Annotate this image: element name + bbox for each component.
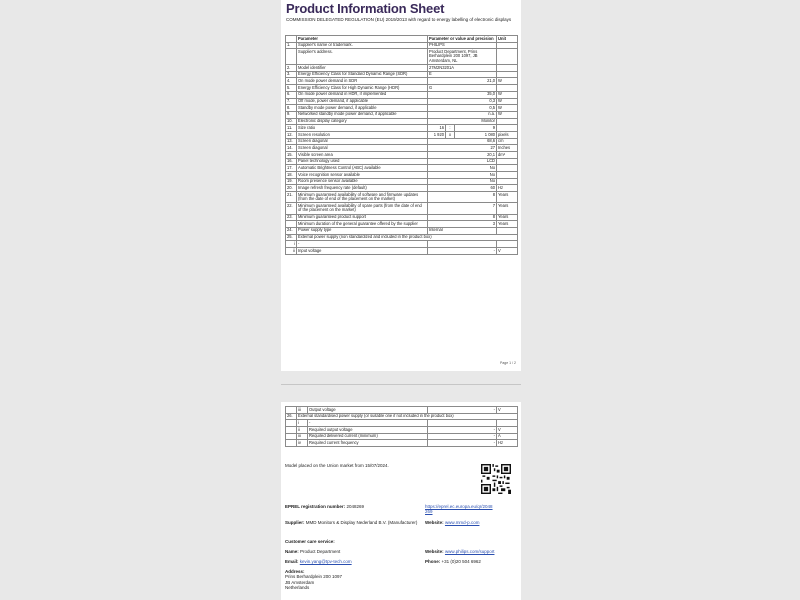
info-sheet-page-2 <box>281 402 521 600</box>
supplier-website-label: Website: <box>425 520 444 525</box>
table-row: 8. Standby mode power demand, if applicable 0,5 W <box>286 105 518 112</box>
table-row: i - <box>286 420 518 427</box>
supplier-label: Supplier: <box>285 520 305 525</box>
table-row: 4. On mode power demand in SDR 21,0 W <box>286 78 518 85</box>
table-row: 6. On mode power demand in HDR, if implemented 35,0 W <box>286 91 518 98</box>
name-label: Name: <box>285 549 299 554</box>
table-row: 22. Minimum guaranteed availability of spare parts (from the date of end of the placement on the market) 7 Years <box>286 203 518 214</box>
table-row: 5. Energy Efficiency Class for High Dynamic Range (HDR) G <box>286 85 518 92</box>
eprel-block <box>285 504 517 515</box>
eprel-number: 2048269 <box>346 504 364 509</box>
supplier-name: MMD Monitors & Display Nederland B.V. (Manufacturer) <box>305 520 418 525</box>
table-row: 7. Off mode, power demand, if applicable 0,3 W <box>286 98 518 105</box>
header-parameter: Parameter <box>297 36 428 43</box>
header-value: Parameter or value and precision <box>428 36 497 43</box>
phone-value: +31 (0)20 504 6962 <box>441 559 481 564</box>
address-label: Address: <box>285 569 305 574</box>
address-block <box>285 569 517 590</box>
supplier-website-link[interactable]: www.mmd-p.com <box>444 520 480 525</box>
table-row: 9. Networked standby mode power demand, if applicable n.a. W <box>286 111 518 118</box>
table-row: 3. Energy Efficiency Class for Standard Dynamic Range (SDR) E <box>286 71 518 78</box>
table-row: 1. Supplier's name or trademark. PHILIPS <box>286 42 518 49</box>
table-row: 23. Minimum guaranteed product support 8 Years <box>286 214 518 221</box>
table-row: iii Required delivered current (minimum) - A <box>286 433 518 440</box>
address-line-3: Netherlands <box>285 584 310 590</box>
phone-label: Phone: <box>425 559 441 564</box>
sheet-subtitle: COMMISSION DELEGATED REGULATION (EU) 2019/2013 with regard to energy labelling of electronic displays <box>286 17 512 22</box>
table-row: 15. Visible screen area 20,1 dm² <box>286 152 518 159</box>
parameter-table-continued <box>285 406 518 447</box>
table-row: iii Output voltage - V <box>286 407 518 414</box>
table-row: Supplier's address. Product Department, Prins Berhardplein 200 1097, JB Amsterdam, NL <box>286 49 518 65</box>
table-row: i - <box>286 241 518 248</box>
table-row: 12. Screen resolution 1 920 x 1 080 pixels <box>286 131 518 138</box>
table-row: 26. External standardised power supply (or suitable one if not included in the product box) <box>286 413 518 420</box>
care-website-label: Website: <box>425 549 444 554</box>
customer-care-heading: Customer care service: <box>285 539 335 544</box>
table-row: 19. Room presence sensor available No <box>286 178 518 185</box>
table-row: 11. Size ratio 16 : 9 <box>286 125 518 132</box>
page-number: Page 1 / 2 <box>500 361 516 365</box>
table-row: 21. Minimum guaranteed availability of software and firmware updates (from the date of end of the placement on the market) 8 Years <box>286 192 518 203</box>
name-value: Product Department <box>300 549 341 554</box>
table-row: ii Input voltage - V <box>286 247 518 254</box>
eprel-label: EPREL registration number: <box>285 504 346 509</box>
table-row: 17. Automatic Brightness Control (ABC) available No <box>286 165 518 172</box>
info-sheet-page-1 <box>281 0 521 371</box>
header-unit: Unit <box>497 36 518 43</box>
email-link[interactable]: kevin.yang@tpv-tech.com <box>299 559 352 564</box>
table-row: 25. External power supply (non standardized and included in the product box) <box>286 234 518 241</box>
table-row: 10. Electronic display category Monitor <box>286 118 518 125</box>
care-name-row <box>285 549 517 554</box>
market-note: Model placed on the Union market from 15/07/2024. <box>285 463 389 468</box>
table-row: Minimum duration of the general guarantee offered by the supplier 3 Years <box>286 221 518 228</box>
page-separator <box>281 384 521 385</box>
table-row: 18. Voice recognition sensor available No <box>286 172 518 179</box>
care-email-row <box>285 559 517 564</box>
address-line-2: JB Amsterdam <box>285 579 315 585</box>
table-row: ii Required output voltage - V <box>286 427 518 434</box>
table-row: iv Required current frequency - Hz <box>286 440 518 447</box>
qr-code-icon <box>481 464 511 494</box>
parameter-table <box>285 35 518 255</box>
table-header <box>286 36 518 43</box>
care-website-link[interactable]: www.philips.com/support <box>444 549 495 554</box>
table-row: 20. Image refresh frequency rate (default) 60 Hz <box>286 185 518 192</box>
table-row: 14. Screen diagonal 27 Inches <box>286 145 518 152</box>
address-line-1: Prins Berhardplein 200 1097 <box>285 574 343 580</box>
eprel-link[interactable]: https://eprel.ec.europa.eu/qr/2048269 <box>425 504 493 515</box>
email-label: Email: <box>285 559 299 564</box>
table-row: 24. Power supply type Internal <box>286 227 518 234</box>
sheet-title: Product Information Sheet <box>286 1 445 16</box>
table-row: 16. Panel technology used LCD <box>286 158 518 165</box>
supplier-block <box>285 520 517 525</box>
table-row: 2. Model identifier 27M2N3201A <box>286 65 518 72</box>
table-row: 13. Screen diagonal 68,6 cm <box>286 138 518 145</box>
